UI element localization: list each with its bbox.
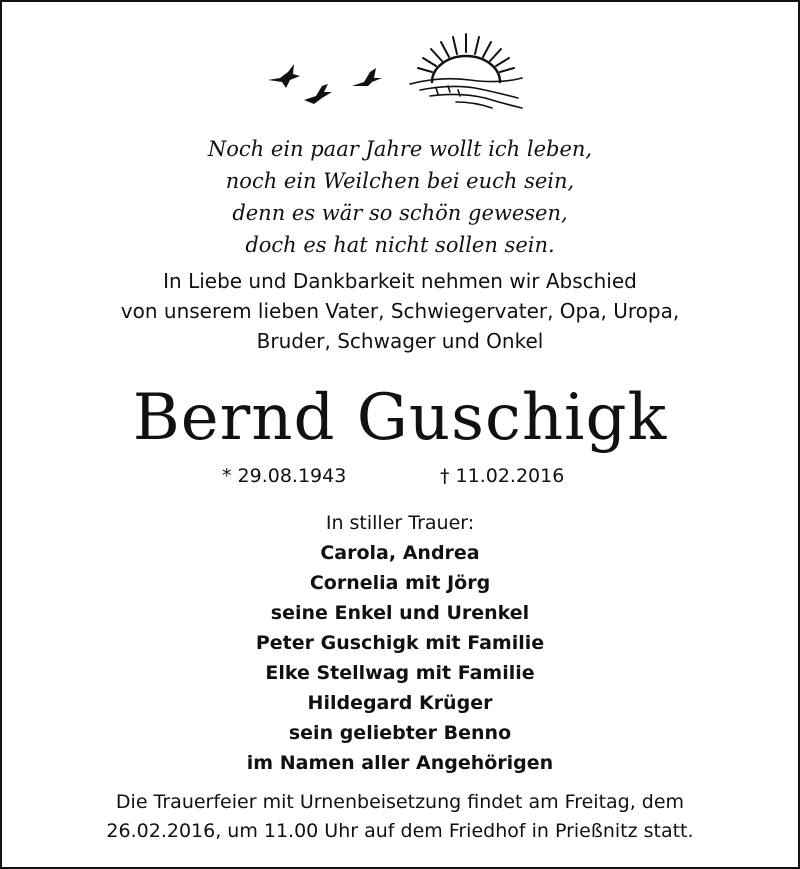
bird-icon <box>268 64 300 88</box>
farewell-intro <box>0 266 800 356</box>
mourner-name: Elke Stellwag mit Familie <box>265 662 535 684</box>
funeral-details-line: Die Trauerfeier mit Urnenbeisetzung findet am Freitag, dem <box>115 791 685 813</box>
funeral-details-line: 26.02.2016, um 11.00 Uhr auf dem Friedhof in Prießnitz statt. <box>106 820 694 842</box>
deceased-name: Bernd Guschigk <box>132 381 668 455</box>
poem-line: denn es wär so schön gewesen, <box>232 201 568 225</box>
sun-icon <box>418 34 514 82</box>
poem-line: doch es hat nicht sollen sein. <box>245 233 555 257</box>
intro-line: In Liebe und Dankbarkeit nehmen wir Abschied <box>163 269 637 293</box>
mourner-name: im Namen aller Angehörigen <box>246 752 554 774</box>
mourners-heading: In stiller Trauer: <box>325 512 475 534</box>
birds-and-sunset-icon <box>260 28 540 118</box>
hills-icon <box>410 78 522 108</box>
bird-icon <box>304 84 332 104</box>
mourner-name: Hildegard Krüger <box>307 692 493 714</box>
mourner-name: seine Enkel und Urenkel <box>270 602 530 624</box>
life-dates <box>0 462 800 490</box>
birth-date: * 29.08.1943 <box>222 465 347 487</box>
funeral-details <box>0 788 800 846</box>
mourner-name: sein geliebter Benno <box>288 722 512 744</box>
mourners-list <box>0 508 800 778</box>
poem-line: Noch ein paar Jahre wollt ich leben, <box>207 137 593 161</box>
death-date: † 11.02.2016 <box>440 465 565 487</box>
poem-line: noch ein Weilchen bei euch sein, <box>225 169 575 193</box>
mourner-name: Peter Guschigk mit Familie <box>255 632 545 654</box>
poem <box>0 133 800 261</box>
mourner-name: Carola, Andrea <box>320 542 480 564</box>
intro-line: Bruder, Schwager und Onkel <box>256 329 544 353</box>
mourner-name: Cornelia mit Jörg <box>309 572 491 594</box>
intro-line: von unserem lieben Vater, Schwiegervater, Opa, Uropa, <box>120 299 680 323</box>
bird-icon <box>352 68 382 86</box>
